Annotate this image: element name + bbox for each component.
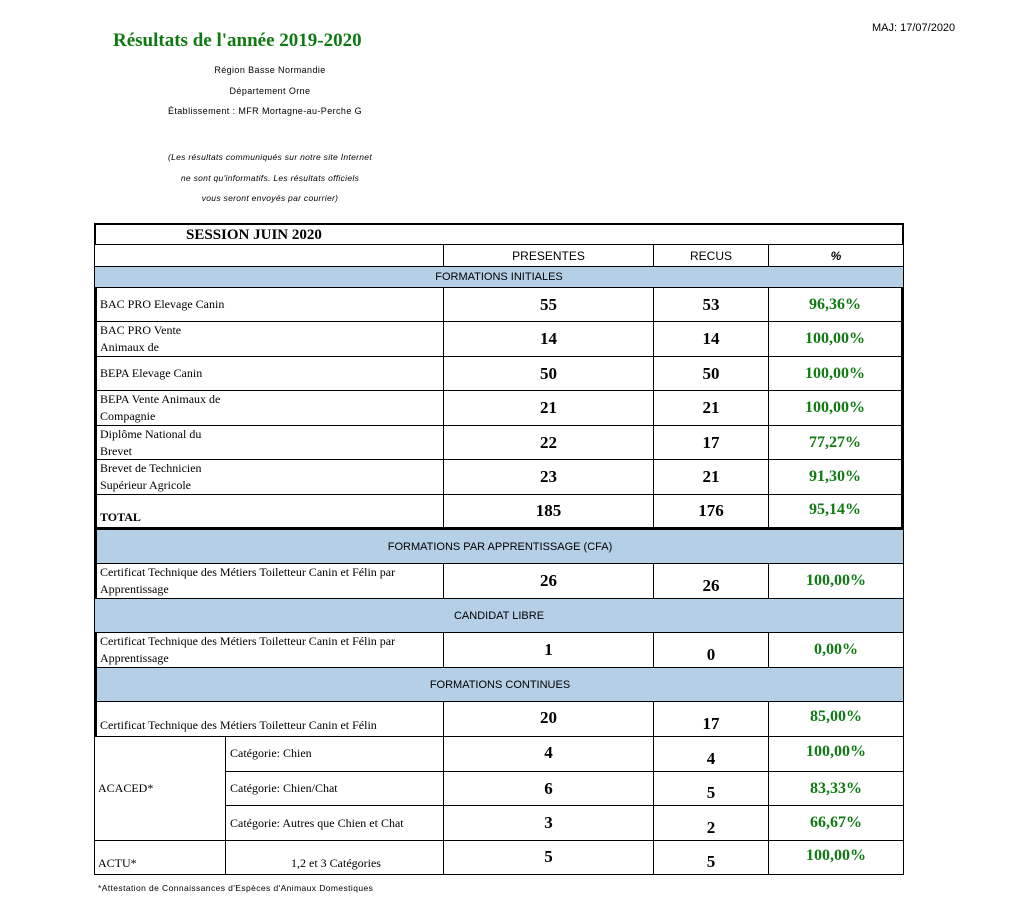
recus-cell: [654, 633, 769, 668]
recus-value: 14: [702, 329, 720, 348]
presentes-value: 26: [540, 571, 557, 590]
presentes-cell: [444, 495, 654, 530]
row-label: Certificat Technique des Métiers Toiletteur Canin et Félin: [100, 718, 377, 732]
total-presentes: 185: [535, 501, 562, 520]
session-title: SESSION JUIN 2020: [186, 227, 322, 243]
presentes-value: 4: [544, 743, 553, 762]
header-recus-label: RECUS: [689, 248, 732, 263]
page-title: Résultats de l'année 2019-2020: [113, 30, 362, 51]
pct-cell: [769, 357, 904, 391]
row-label-cell: [94, 633, 444, 668]
pct-value: 100,00%: [806, 847, 866, 864]
pct-value: 96,36%: [809, 295, 861, 313]
row-label: Diplôme National du Brevet: [100, 426, 202, 458]
acaced-label: ACACED*: [98, 781, 154, 795]
header-presentes-label: PRESENTES: [512, 248, 585, 263]
pct-value: 100,00%: [806, 572, 866, 589]
category-cell: [226, 841, 444, 875]
row-label: Certificat Technique des Métiers Toiletteur Canin et Félin par Apprentissage: [100, 634, 396, 665]
actu-label-cell: [94, 841, 226, 875]
row-label-cell: [94, 460, 444, 495]
recus-cell: [654, 737, 769, 772]
category-label: Catégorie: Chien: [230, 746, 312, 760]
presentes-value: 21: [540, 398, 557, 417]
recus-cell: [654, 564, 769, 599]
presentes-value: 50: [540, 363, 557, 383]
row-label: Brevet de Technicien Supérieur Agricole: [100, 461, 202, 492]
table-row: [94, 357, 904, 391]
presentes-value: 23: [540, 467, 557, 486]
category-label: Catégorie: Chien/Chat: [230, 781, 338, 795]
note-line-2: ne sont qu'informatifs. Les résultats officiels: [180, 173, 360, 183]
table-row: [94, 806, 904, 841]
recus-cell: [654, 702, 769, 737]
pct-cell: [769, 288, 904, 322]
pct-cell: [769, 391, 904, 426]
presentes-cell: [444, 391, 654, 426]
presentes-value: 14: [540, 329, 557, 348]
pct-value: 100,00%: [806, 743, 866, 760]
note-line-3: vous seront envoyés par courrier): [201, 193, 339, 203]
recus-value: 17: [702, 432, 720, 452]
recus-cell: [654, 391, 769, 426]
table-row: [94, 322, 904, 357]
presentes-cell: [444, 633, 654, 668]
row-label-cell: [94, 564, 444, 599]
pct-cell: [769, 322, 904, 357]
pct-value: 85,00%: [810, 708, 862, 725]
pct-value: 83,33%: [810, 779, 862, 797]
recus-value: 21: [702, 398, 720, 417]
column-header-row: [94, 245, 904, 267]
row-label: BAC PRO Elevage Canin: [100, 297, 225, 311]
recus-value: 0: [706, 645, 716, 664]
pct-value: 100,00%: [805, 399, 865, 416]
recus-value: 4: [706, 749, 716, 768]
row-label-cell: [94, 288, 444, 322]
pct-value: 77,27%: [809, 433, 861, 451]
note-line-1: (Les résultats communiqués sur notre site Internet: [168, 152, 372, 162]
pct-value: 66,67%: [810, 814, 862, 831]
table-row: [94, 702, 904, 737]
recus-value: 17: [702, 714, 720, 733]
recus-value: 53: [702, 294, 720, 314]
presentes-cell: [444, 460, 654, 495]
recus-cell: [654, 841, 769, 875]
row-label: BAC PRO Vente Animaux de: [100, 323, 182, 354]
recus-cell: [654, 426, 769, 460]
row-label-cell: [94, 702, 444, 737]
pct-cell: [769, 460, 904, 495]
presentes-value: 3: [544, 813, 553, 832]
row-label-cell: [94, 357, 444, 391]
update-date: MAJ: 17/07/2020: [872, 22, 956, 34]
table-row: [94, 633, 904, 668]
header-presentes: [444, 245, 654, 267]
table-row: [94, 391, 904, 426]
table-row: [94, 460, 904, 495]
presentes-value: 6: [544, 778, 553, 798]
row-label: Certificat Technique des Métiers Toiletteur Canin et Félin par Apprentissage: [100, 565, 396, 596]
table-row: [94, 841, 904, 875]
category-cell: [226, 737, 444, 772]
header-empty: [94, 245, 444, 267]
actu-label: ACTU*: [98, 856, 137, 870]
presentes-value: 20: [540, 708, 557, 727]
presentes-cell: [444, 357, 654, 391]
row-label-cell: [94, 391, 444, 426]
recus-value: 26: [702, 576, 720, 595]
presentes-cell: [444, 564, 654, 599]
table-row: [94, 564, 904, 599]
table-row: [94, 772, 904, 806]
recus-value: 5: [706, 783, 716, 802]
table-row: [94, 737, 904, 772]
total-row: [94, 495, 904, 530]
row-label-cell: [94, 426, 444, 460]
presentes-cell: [444, 806, 654, 841]
recus-cell: [654, 772, 769, 806]
presentes-cell: [444, 702, 654, 737]
table-row: [94, 426, 904, 460]
presentes-value: 22: [540, 432, 557, 452]
header-pct-label: %: [830, 248, 842, 263]
recus-value: 2: [706, 818, 716, 837]
pct-value: 0,00%: [814, 641, 858, 658]
recus-cell: [654, 460, 769, 495]
presentes-value: 5: [544, 847, 553, 866]
total-label: TOTAL: [100, 510, 141, 524]
pct-value: 91,30%: [809, 468, 861, 485]
category-cell: [226, 806, 444, 841]
pct-cell: [769, 633, 904, 668]
recus-cell: [654, 288, 769, 322]
row-label: BEPA Vente Animaux de Compagnie: [100, 392, 221, 423]
recus-cell: [654, 357, 769, 391]
recus-value: 21: [702, 467, 720, 486]
section-formations-continues: FORMATIONS CONTINUES: [94, 668, 904, 702]
departement-label: Département Orne: [229, 86, 311, 96]
recus-value: 5: [706, 852, 716, 871]
pct-cell: [769, 564, 904, 599]
pct-cell: [769, 426, 904, 460]
total-label-cell: [94, 495, 444, 530]
recus-value: 50: [702, 363, 720, 383]
pct-cell: [769, 772, 904, 806]
row-label-cell: [94, 322, 444, 357]
region-label: Région Basse Normandie: [214, 65, 326, 75]
header-pct: [769, 245, 904, 267]
category-label: Catégorie: Autres que Chien et Chat: [230, 815, 404, 830]
pct-cell: [769, 737, 904, 772]
category-label: 1,2 et 3 Catégories: [291, 856, 381, 870]
total-recus: 176: [698, 501, 724, 520]
recus-cell: [654, 495, 769, 530]
presentes-value: 1: [544, 640, 553, 659]
presentes-value: 55: [540, 294, 557, 314]
pct-cell: [769, 702, 904, 737]
pct-cell: [769, 806, 904, 841]
header-recus: [654, 245, 769, 267]
table-row: [94, 288, 904, 322]
pct-value: 100,00%: [805, 330, 865, 347]
section-formations-cfa: FORMATIONS PAR APPRENTISSAGE (CFA): [94, 530, 904, 564]
presentes-cell: [444, 737, 654, 772]
pct-cell: [769, 841, 904, 875]
session-row: [94, 223, 904, 245]
footnote: *Attestation de Connaissances d'Espèces d'Animaux Domestiques: [98, 883, 374, 893]
category-cell: [226, 772, 444, 806]
total-pct: 95,14%: [809, 501, 861, 518]
recus-cell: [654, 322, 769, 357]
row-label: BEPA Elevage Canin: [100, 366, 203, 380]
presentes-cell: [444, 772, 654, 806]
presentes-cell: [444, 426, 654, 460]
pct-cell: [769, 495, 904, 530]
section-candidat-libre: CANDIDAT LIBRE: [94, 599, 904, 633]
presentes-cell: [444, 841, 654, 875]
presentes-cell: [444, 322, 654, 357]
recus-cell: [654, 806, 769, 841]
presentes-cell: [444, 288, 654, 322]
section-formations-initiales: FORMATIONS INITIALES: [94, 267, 904, 288]
etablissement-label: Établissement : MFR Mortagne-au-Perche G: [167, 106, 363, 116]
pct-value: 100,00%: [805, 364, 865, 382]
